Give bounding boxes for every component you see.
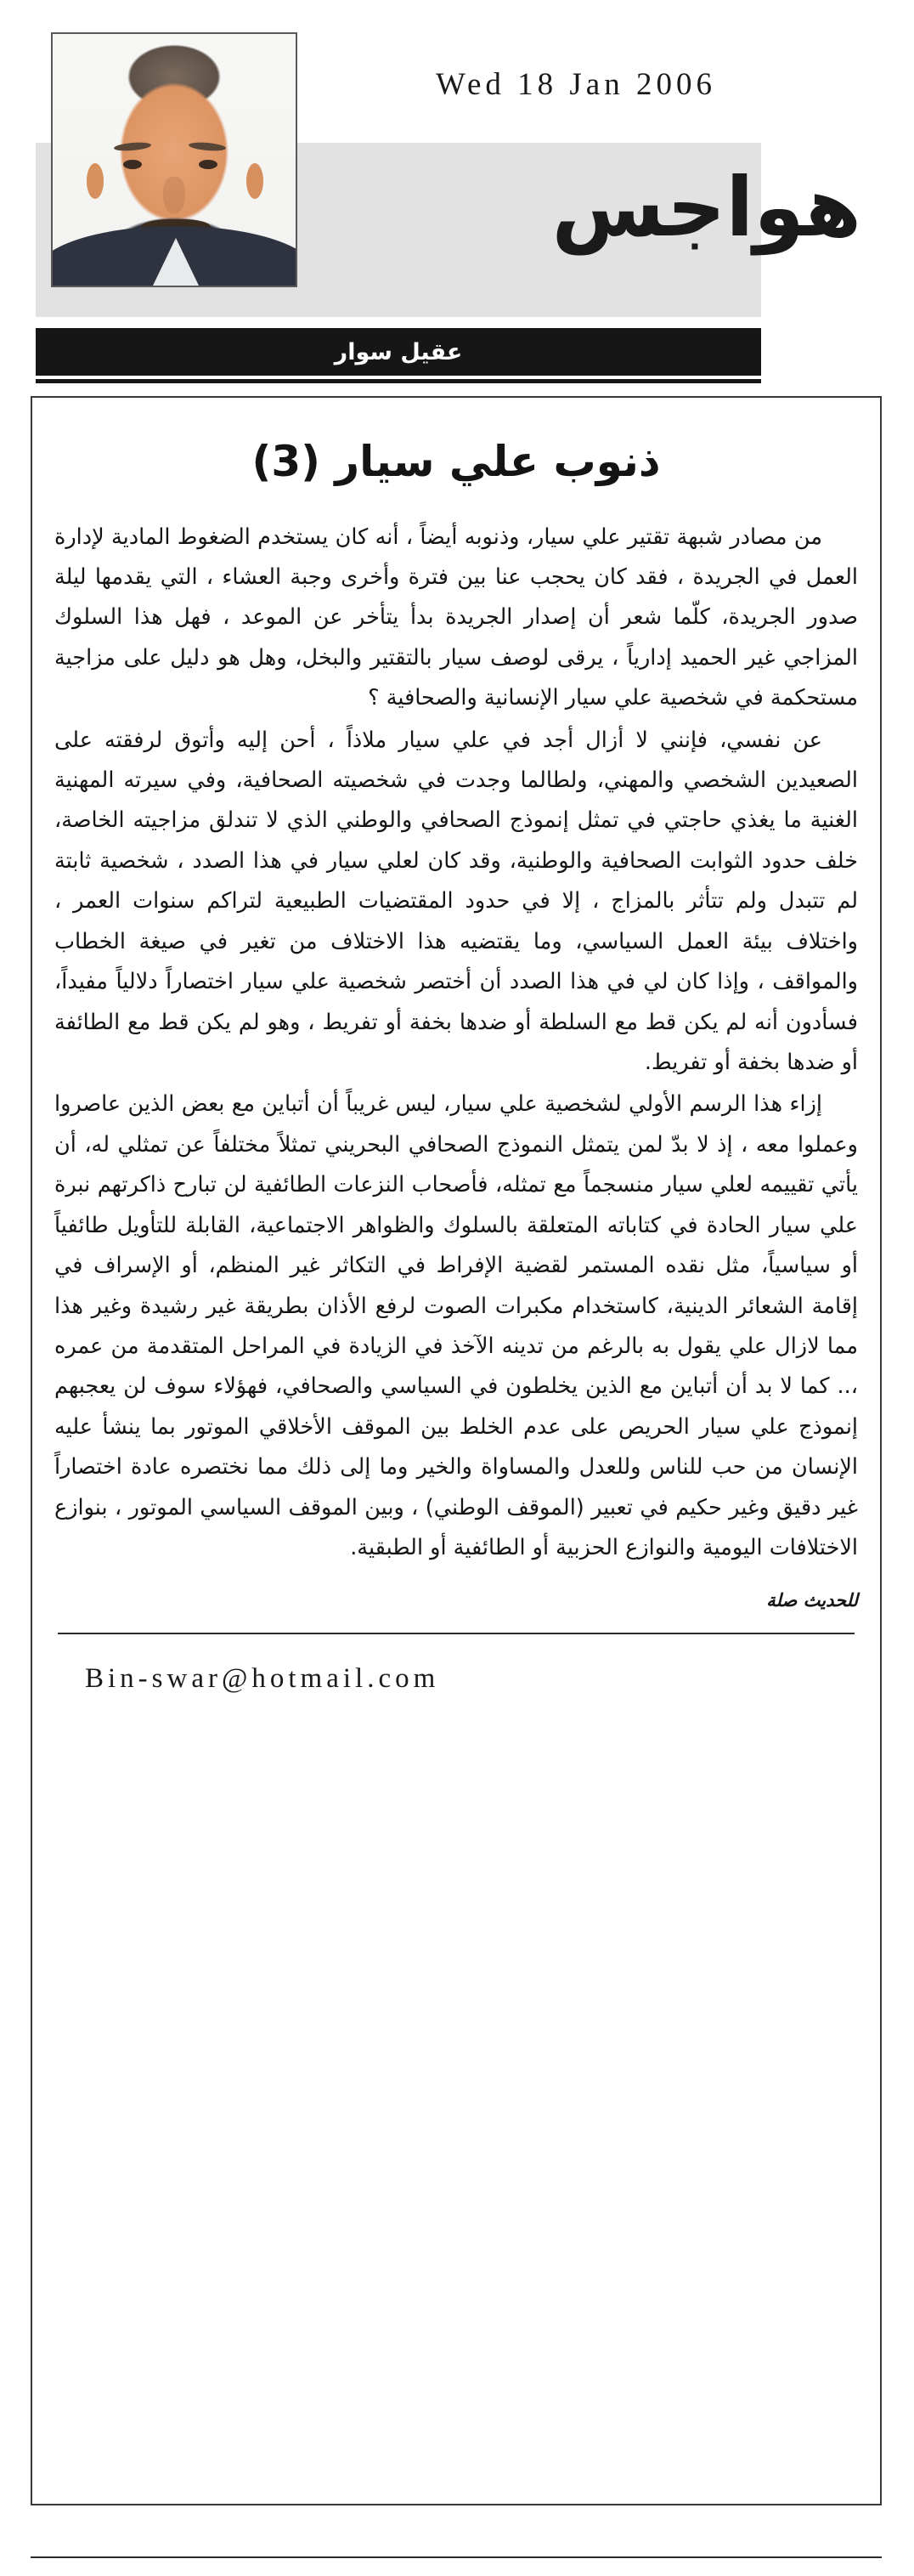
- article-paragraph: من مصادر شبهة تقتير علي سيار، وذنوبه أيضاً ، أنه كان يستخدم الضغوط المادية لإدارة العمل في الجريدة ، فقد كان يحجب عنا بين فترة وأخرى وجبة العشاء ، التي يقدمها ليلة صدور الجريدة، كلّما شعر أن إصدار الجريدة بدأ يتأخر عن الموعد ، فهل هذا السلوك المزاجي غير الحميد إدارياً ، يرقى لوصف سيار بالتقتير والبخل، وهل هو دليل على مزاجية مستحكمة في شخصية علي سيار الإنسانية والصحافية ؟: [54, 524, 858, 711]
- portrait-ear-right: [246, 163, 263, 199]
- columnist-portrait: [51, 32, 297, 287]
- masthead: [0, 0, 914, 319]
- portrait-eye-left: [123, 160, 142, 169]
- portrait-image: [53, 34, 296, 286]
- article-paragraph: إزاء هذا الرسم الأولي لشخصية علي سيار، ليس غريباً أن أتباين مع بعض الذين عاصروا وعملوا معه ، إذ لا بدّ لمن يتمثل النموذج الصحافي البحريني تمثلاً مختلفاً عن تمثلي له، أن يأتي تقييمه لعلي سيار منسجماً مع تمثله، فأصحاب النزعات الطائفية لن تبارح ذاكرتهم نبرة علي سيار الحادة في كتاباته المتعلقة بالسلوك والظواهر الاجتماعية، القابلة للتأويل طائفياً أو سياسياً، مثل نقده المستمر لقضية الإفراط في التكاثر غير المنظم، أو الإسراف في إقامة الشعائر الدينية، كاستخدام مكبرات الصوت لرفع الأذان بطريقة غير رشيدة وغير هذا مما لازال علي يقول به بالرغم من تدينه الآخذ في الزيادة في المراحل المتقدمة من عمره ،.. كما لا بد أن أتباين مع الذين يخلطون في السياسي والصحافي، فهؤلاء سوف لن يعجبهم إنموذج علي سيار الحريص على عدم الخلط بين الموقف الأخلاقي الموتور بما ينشأ عليه الإنسان من حب للناس وللعدل والمساواة والخير وما إلى ذلك مما نختصره عادة اختصاراً غير دقيق وغير حكيم في تعبير (الموقف الوطني) ، وبين الموقف السياسي الموتور ، بنوازع الاختلافات اليومية والنوازع الحزبية أو الطائفية أو الطبقية.: [54, 1091, 858, 1561]
- to-be-continued-note: للحديث صلة: [766, 1590, 858, 1611]
- article-container: [31, 396, 882, 2505]
- byline-author-name: عقيل سوار: [334, 338, 463, 365]
- byline-bar: [36, 328, 761, 376]
- article-body: [54, 518, 858, 1569]
- issue-date: Wed 18 Jan 2006: [436, 67, 716, 102]
- portrait-eye-right: [199, 160, 217, 169]
- article-headline: ذنوب علي سيار (3): [251, 437, 661, 486]
- portrait-brow-right: [189, 141, 227, 152]
- article-paragraph: عن نفسي، فإنني لا أزال أجد في علي سيار ملاذاً ، أحن إليه وأتوق لرفقته على الصعيدين الشخصي والمهني، ولطالما وجدت في شخصيته الصحافية، وفي سيرته المهنية الغنية ما يغذي حاجتي في تمثل إنموذج الصحافي والوطني الذي لا تندلق مزاجيته الخاصة، خلف حدود الثوابت الصحافية والوطنية، وقد كان لعلي سيار في هذا الصدد ، شخصية ثابتة لم تتبدل ولم تتأثر بالمزاج ، إلا في حدود المقتضيات الطبيعية لتراكم سنوات العمر ، واختلاف بيئة العمل السياسي، وما يقتضيه هذا الاختلاف من تغير في صيغة الخطاب والمواقف ، وإذا كان لي في هذا الصدد أن أختصر شخصية علي سيار اختصاراً دلالياً مفيداً، فسأدون أنه لم يكن قط مع السلطة أو ضدها بخفة أو تفريط ، وهو لم يكن قط مع الطائفة أو ضدها بخفة أو تفريط.: [54, 727, 858, 1075]
- column-masthead-title: هواجس: [551, 160, 861, 255]
- page-footer-rule: [31, 2556, 882, 2558]
- portrait-nose: [163, 177, 185, 214]
- email-divider-rule: [58, 1633, 855, 1634]
- author-email[interactable]: Bin-swar@hotmail.com: [85, 1663, 440, 1695]
- portrait-ear-left: [87, 163, 104, 199]
- portrait-brow-left: [114, 141, 152, 152]
